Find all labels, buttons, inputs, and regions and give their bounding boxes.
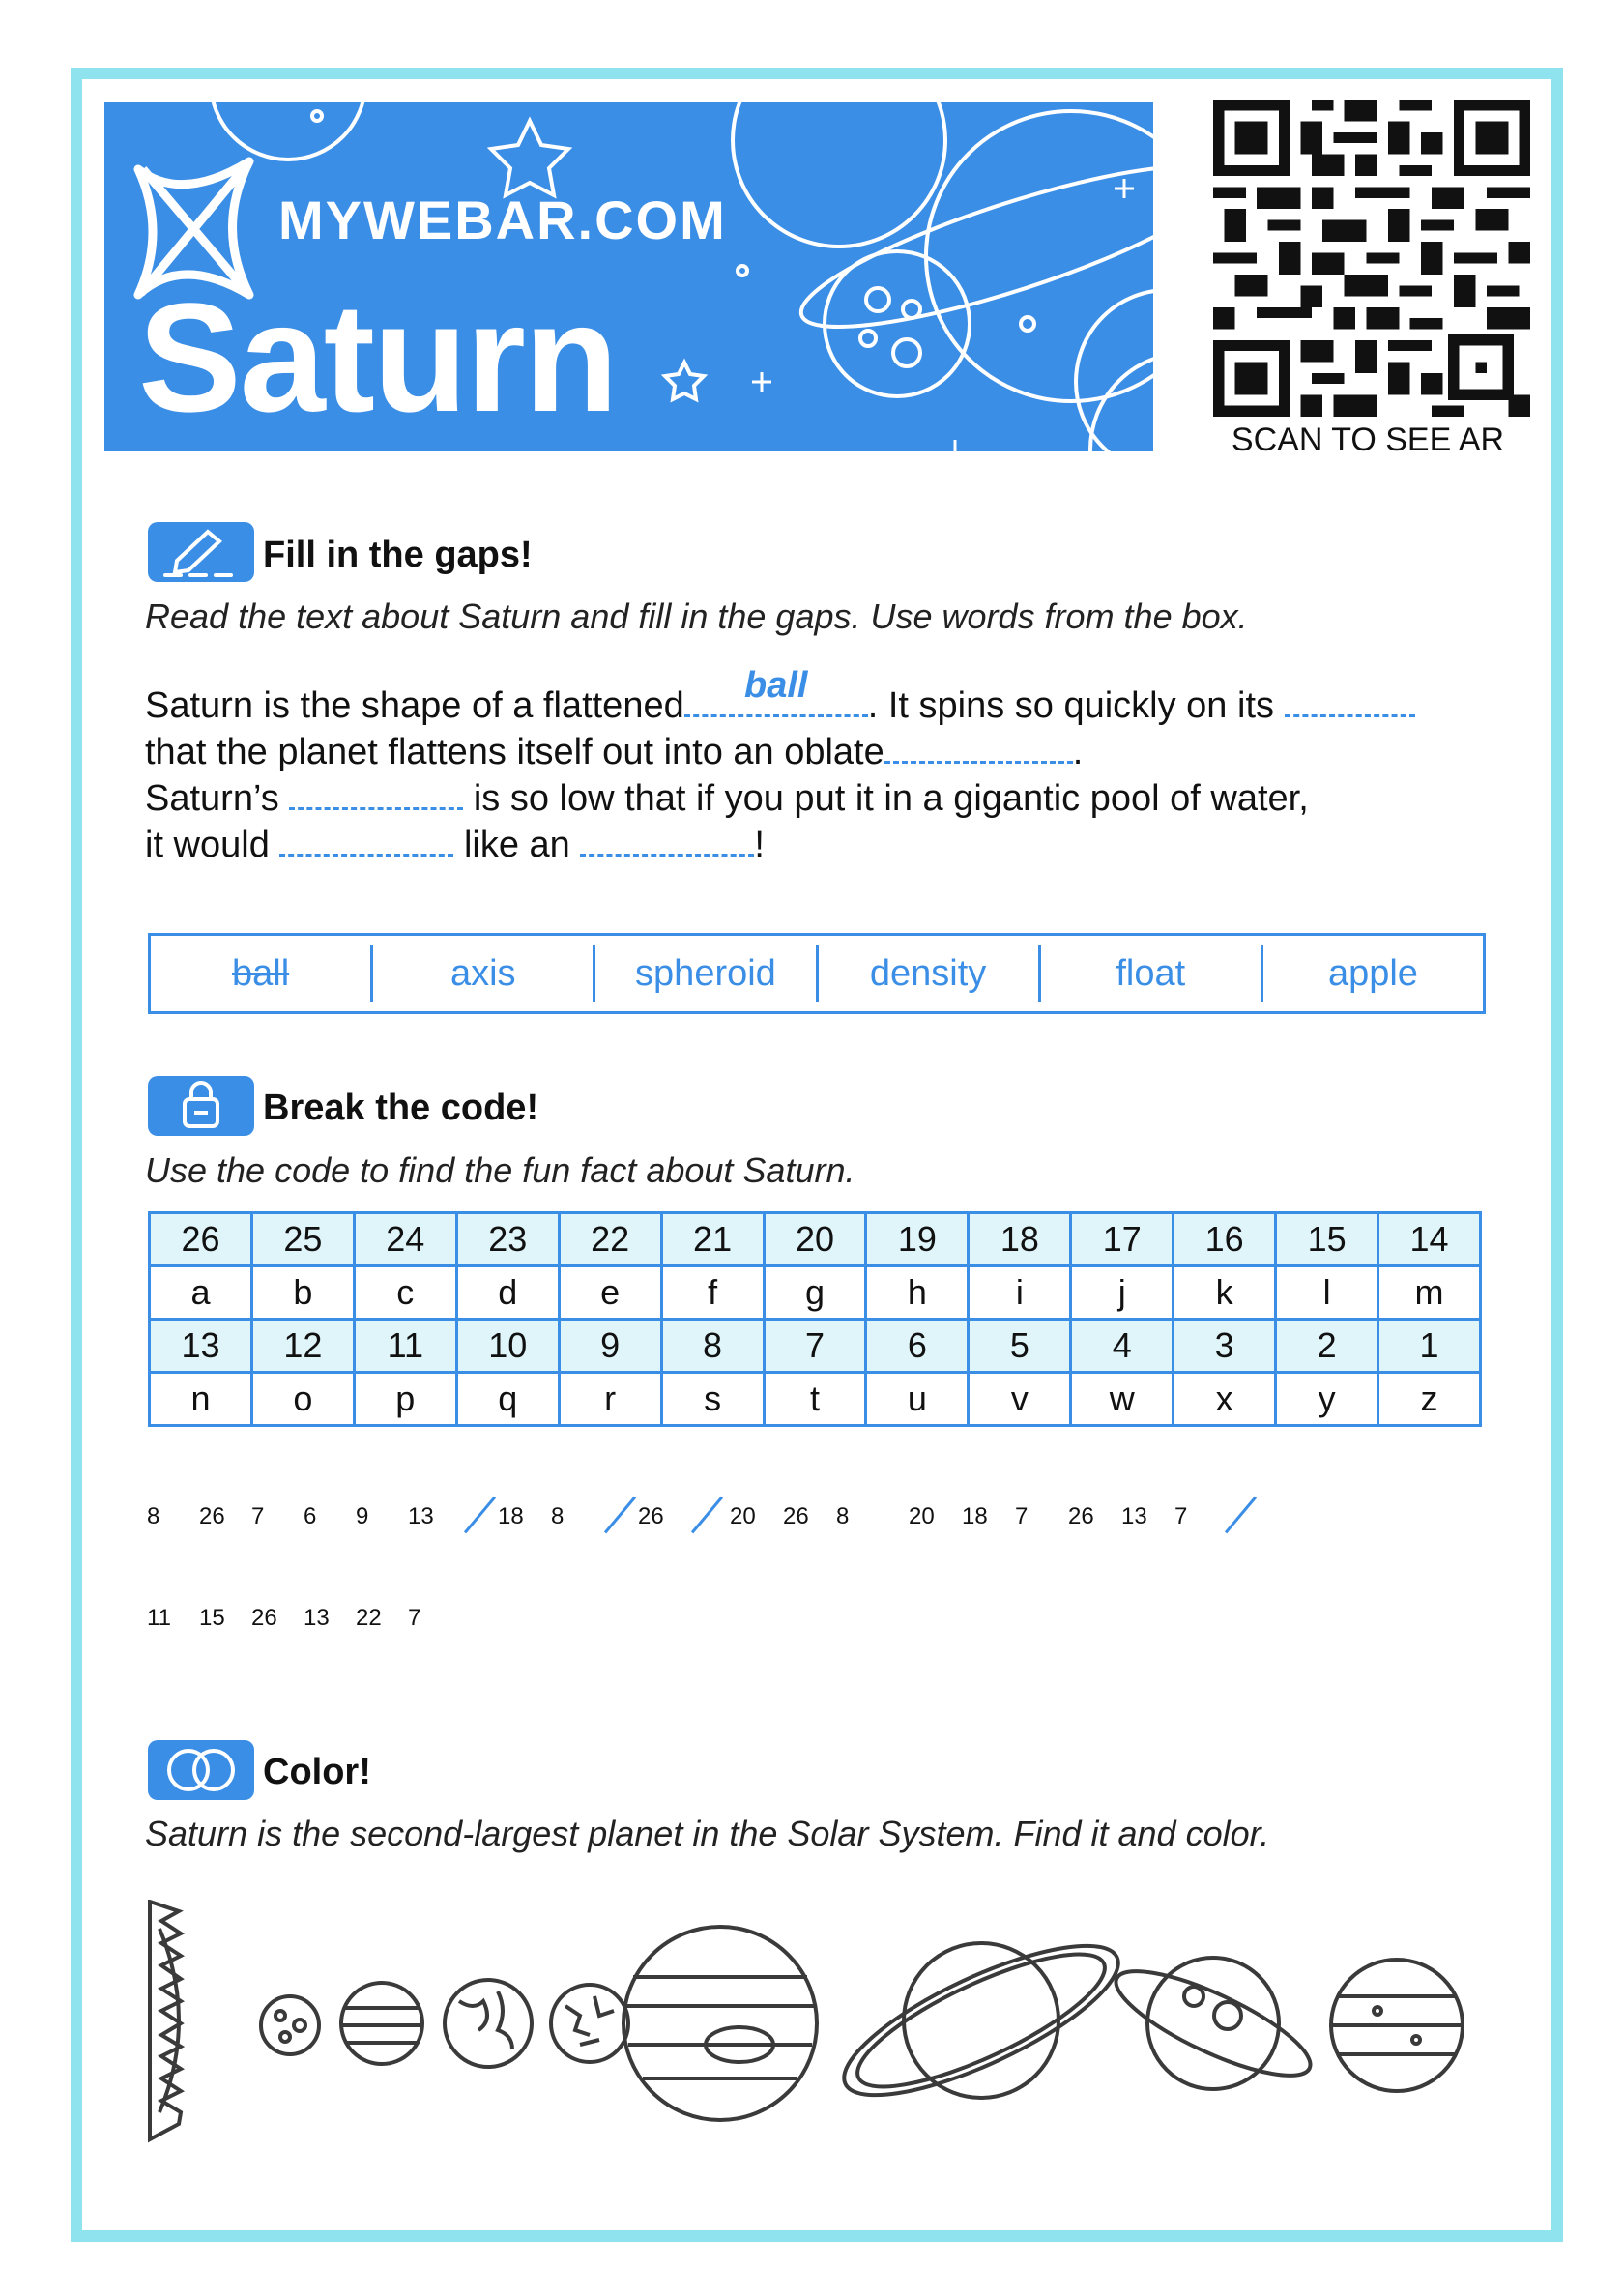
code-cell: x — [1174, 1373, 1276, 1426]
code-cell: j — [1071, 1266, 1174, 1320]
text-segment: . It spins so quickly on its — [867, 685, 1275, 726]
blank-number: 8 — [551, 1503, 565, 1529]
code-cell: t — [764, 1373, 866, 1426]
blank-number: 26 — [251, 1605, 277, 1631]
jupiter-icon[interactable] — [624, 1927, 817, 2120]
text-segment: is so low that if you put it in a gigantic pool of water, — [473, 778, 1309, 819]
blank-number: 7 — [1015, 1503, 1029, 1529]
code-cell: 21 — [661, 1213, 764, 1266]
pencil-icon — [148, 522, 254, 582]
code-blank[interactable] — [304, 1503, 316, 1530]
code-blank[interactable] — [962, 1503, 988, 1530]
solar-system-illustration — [140, 1900, 1494, 2151]
blank-number: 8 — [147, 1503, 160, 1529]
fill-section-title: Fill in the gaps! — [263, 535, 533, 575]
mars-icon[interactable] — [551, 1985, 628, 2062]
text-segment: that the planet flattens itself out into an oblate — [145, 732, 884, 772]
earth-icon[interactable] — [445, 1980, 532, 2067]
code-blank[interactable] — [408, 1605, 420, 1632]
code-cell: 19 — [866, 1213, 969, 1266]
blank-number: 18 — [498, 1503, 524, 1529]
text-segment: Saturn is the shape of a flattened — [145, 685, 684, 726]
blank-number: 7 — [251, 1503, 265, 1529]
text-segment: Saturn’s — [145, 778, 279, 819]
color-instruction: Saturn is the second-largest planet in the Solar System. Find it and color. — [145, 1814, 1270, 1853]
text-segment: like an — [463, 825, 570, 865]
gap-2[interactable] — [1285, 685, 1415, 717]
blank-number: 26 — [199, 1503, 225, 1529]
code-cell: 22 — [559, 1213, 661, 1266]
code-blank[interactable] — [1015, 1503, 1028, 1530]
code-cell: 25 — [251, 1213, 354, 1266]
code-cell: m — [1378, 1266, 1481, 1320]
code-cell: 18 — [969, 1213, 1071, 1266]
venus-icon[interactable] — [341, 1983, 422, 2064]
code-cell: 4 — [1071, 1320, 1174, 1373]
code-row — [150, 1373, 1481, 1426]
code-blank[interactable] — [638, 1503, 664, 1530]
blank-number: 8 — [836, 1503, 850, 1529]
gap-1[interactable] — [684, 665, 868, 717]
color-section-title: Color! — [263, 1752, 371, 1792]
code-cell: 15 — [1276, 1213, 1378, 1266]
blank-number: 18 — [962, 1503, 988, 1529]
code-cell: h — [866, 1266, 969, 1320]
gap-5[interactable] — [279, 825, 453, 857]
code-cell: n — [150, 1373, 252, 1426]
code-cell: l — [1276, 1266, 1378, 1320]
word-spheroid[interactable]: spheroid — [595, 945, 818, 1002]
code-blank[interactable] — [498, 1503, 524, 1530]
code-cell: c — [354, 1266, 456, 1320]
code-cell: 16 — [1174, 1213, 1276, 1266]
code-blank[interactable] — [199, 1605, 225, 1632]
code-row — [150, 1213, 1481, 1266]
code-cell: u — [866, 1373, 969, 1426]
gap-4[interactable] — [289, 778, 463, 810]
code-blank[interactable] — [1121, 1503, 1147, 1530]
blank-number: 22 — [356, 1605, 382, 1631]
code-blank[interactable] — [730, 1503, 756, 1530]
code-cell: 3 — [1174, 1320, 1276, 1373]
blank-number: 26 — [783, 1503, 809, 1529]
code-cell: 23 — [456, 1213, 559, 1266]
code-cell: w — [1071, 1373, 1174, 1426]
blank-number: 13 — [1121, 1503, 1147, 1529]
code-cell: 6 — [866, 1320, 969, 1373]
code-cell: f — [661, 1266, 764, 1320]
code-blank[interactable] — [836, 1503, 849, 1530]
word-density[interactable]: density — [819, 945, 1041, 1002]
code-cell: d — [456, 1266, 559, 1320]
code-blank[interactable] — [408, 1503, 434, 1530]
word-float[interactable]: float — [1041, 945, 1263, 1002]
blank-number: 7 — [408, 1605, 421, 1631]
word-apple[interactable]: apple — [1327, 952, 1418, 994]
qr-code[interactable] — [1213, 100, 1530, 417]
code-cell: i — [969, 1266, 1071, 1320]
code-cell: s — [661, 1373, 764, 1426]
qr-caption: SCAN TO SEE AR — [1231, 421, 1505, 458]
toggle-icon — [148, 1740, 254, 1800]
gap-3[interactable] — [884, 732, 1073, 764]
blank-number: 13 — [304, 1605, 330, 1631]
code-blank[interactable] — [251, 1605, 277, 1632]
code-blank[interactable] — [909, 1503, 935, 1530]
blank-number: 9 — [356, 1503, 369, 1529]
code-cell: 5 — [969, 1320, 1071, 1373]
blank-number: 6 — [304, 1503, 317, 1529]
code-blank[interactable] — [304, 1605, 330, 1632]
code-cell: q — [456, 1373, 559, 1426]
gap-1-answer: ball — [743, 665, 808, 706]
code-cell: 26 — [150, 1213, 252, 1266]
code-cell: a — [150, 1266, 252, 1320]
code-cell: b — [251, 1266, 354, 1320]
blank-number: 15 — [199, 1605, 225, 1631]
code-cell: k — [1174, 1266, 1276, 1320]
code-cell: v — [969, 1373, 1071, 1426]
code-table — [148, 1211, 1482, 1427]
code-row — [150, 1320, 1481, 1373]
blank-number: 26 — [638, 1503, 664, 1529]
code-blank[interactable] — [147, 1605, 171, 1632]
blank-number: 11 — [147, 1605, 171, 1631]
gap-6[interactable] — [580, 825, 754, 857]
fill-paragraph — [145, 665, 1415, 868]
header-banner — [104, 102, 1153, 451]
code-blank[interactable] — [783, 1503, 809, 1530]
code-cell: y — [1276, 1373, 1378, 1426]
blank-number: 26 — [1068, 1503, 1094, 1529]
code-row — [150, 1266, 1481, 1320]
code-blank[interactable] — [1068, 1503, 1094, 1530]
code-cell: 2 — [1276, 1320, 1378, 1373]
code-cell: 24 — [354, 1213, 456, 1266]
code-cell: 8 — [661, 1320, 764, 1373]
code-cell: 10 — [456, 1320, 559, 1373]
code-blank[interactable] — [1174, 1503, 1187, 1530]
text-segment: it would — [145, 825, 270, 865]
blank-number: 7 — [1174, 1503, 1188, 1529]
sun-icon[interactable] — [150, 1902, 181, 2139]
word-axis[interactable]: axis — [373, 945, 595, 1002]
saturn-icon[interactable] — [827, 1918, 1136, 2124]
code-cell: e — [559, 1266, 661, 1320]
uranus-icon[interactable] — [1105, 1952, 1322, 2094]
code-cell: 9 — [559, 1320, 661, 1373]
blank-number: 13 — [408, 1503, 434, 1529]
fill-instruction: Read the text about Saturn and fill in the gaps. Use words from the box. — [145, 596, 1248, 636]
code-cell: 13 — [150, 1320, 252, 1373]
code-cell: o — [251, 1373, 354, 1426]
code-blank[interactable] — [251, 1503, 264, 1530]
code-section-title: Break the code! — [263, 1088, 539, 1128]
code-blank[interactable] — [147, 1503, 160, 1530]
code-blank[interactable] — [356, 1605, 382, 1632]
code-cell: p — [354, 1373, 456, 1426]
code-cell: 14 — [1378, 1213, 1481, 1266]
code-cell: 17 — [1071, 1213, 1174, 1266]
blank-number: 20 — [730, 1503, 756, 1529]
code-cell: 11 — [354, 1320, 456, 1373]
neptune-icon[interactable] — [1331, 1960, 1463, 2091]
code-cell: 12 — [251, 1320, 354, 1373]
code-cell: 7 — [764, 1320, 866, 1373]
text-segment: ! — [754, 825, 765, 865]
code-blank[interactable] — [551, 1503, 564, 1530]
code-cell: g — [764, 1266, 866, 1320]
code-cell: 20 — [764, 1213, 866, 1266]
word-box — [148, 933, 1486, 1014]
code-cell: r — [559, 1373, 661, 1426]
lock-icon — [148, 1076, 254, 1136]
mercury-icon[interactable] — [261, 1996, 319, 2054]
page-title: Saturn — [138, 271, 617, 444]
word-ball[interactable]: ball — [151, 945, 373, 1002]
code-instruction: Use the code to find the fun fact about Saturn. — [145, 1150, 856, 1190]
code-blank[interactable] — [199, 1503, 225, 1530]
code-cell: z — [1378, 1373, 1481, 1426]
text-segment: . — [1072, 732, 1084, 772]
code-cell: 1 — [1378, 1320, 1481, 1373]
blank-number: 20 — [909, 1503, 935, 1529]
code-blank[interactable] — [356, 1503, 368, 1530]
site-name: MYWEBAR.COM — [278, 189, 727, 250]
